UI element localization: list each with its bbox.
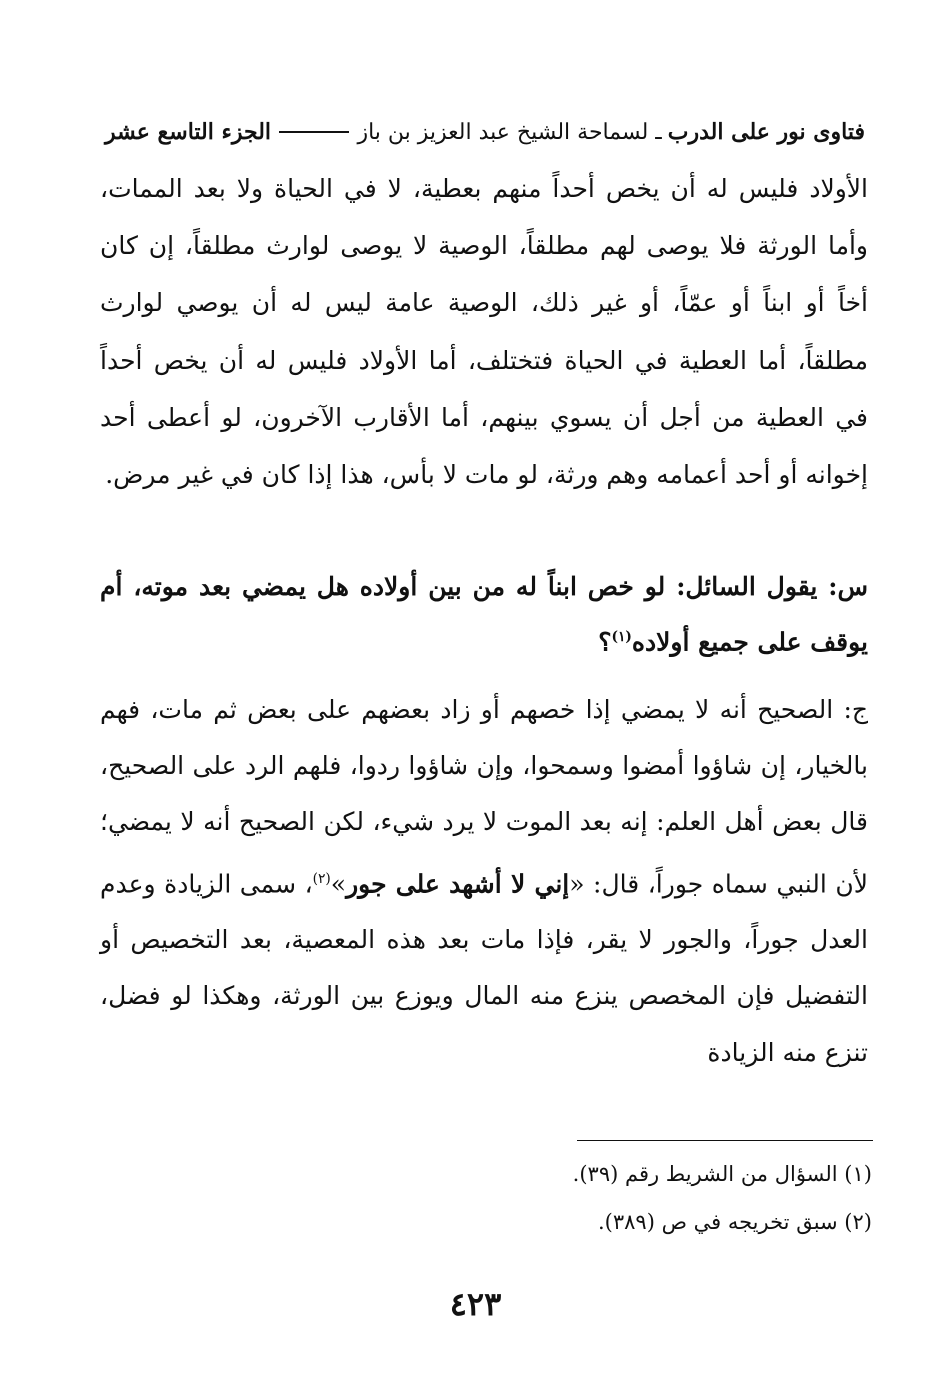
answer-text-end: ، سمى الزيادة وعدم العدل جوراً، والجور لا يقر، فإذا مات بعد هذه المعصية، بعد التخصيص أو التفضيل فإن المخصص ينزع منه المال ويوزع بين الورثة، وهكذا لو فضل، تنزع منه الزيادة: [100, 868, 868, 1067]
footnote-1: (١) السؤال من الشريط رقم (٣٩).: [572, 1162, 872, 1186]
question-mark: ؟: [598, 627, 612, 657]
footnote-separator: [577, 1140, 873, 1141]
page-number: ٤٢٣: [449, 1285, 502, 1323]
footnote-ref-1: (١): [611, 629, 632, 645]
answer-paragraph: [100, 682, 868, 1081]
author-name: ـ لسماحة الشيخ عبد العزيز بن باز: [357, 119, 662, 145]
question-paragraph: [100, 562, 868, 667]
paragraph-continuation: الأولاد فليس له أن يخص أحداً منهم بعطية، لا في الحياة ولا بعد الممات، وأما الورثة فلا يوصى لهم مطلقاً، الوصية لا يوصى لوارث مطلقاً، إن كان أخاً أو ابناً أو عمّاً، أو غير ذلك، الوصية عامة ليس له أن يوصي لوارث مطلقاً، أما العطية في الحياة فتختلف، أما الأولاد فليس له أن يخص أحداً في العطية من أجل أن يسوي بينهم، أما الأقارب الآخرون، لو أعطى أحد إخوانه أو أحد أعمامه وهم ورثة، لو مات لا بأس، هذا إذا كان في غير مرض.: [100, 174, 868, 490]
book-title: فتاوى نور على الدرب: [667, 119, 865, 145]
header-rule: [279, 131, 349, 133]
volume-label: الجزء التاسع عشر: [105, 119, 272, 145]
quote-close: »: [330, 868, 347, 898]
running-header: [105, 112, 865, 152]
footnote-2: (٢) سبق تخريجه في ص (٣٨٩).: [598, 1210, 872, 1234]
hadith-quote: إني لا أشهد على جور: [346, 868, 570, 898]
answer-text-start: ج: الصحيح أنه لا يمضي إذا خصهم أو زاد بعضهم على بعض ثم مات، فهم بالخيار، إن شاؤوا أمضوا وسمحوا، وإن شاؤوا ردوا، فلهم الرد على الصحيح، قال بعض أهل العلم: إنه بعد الموت لا يرد شيء، لكن الصحيح أنه لا يمضي؛ لأن النبي سماه جوراً، قال: «: [100, 695, 868, 898]
question-text: س: يقول السائل: لو خص ابناً له من بين أولاده هل يمضي بعد موته، أم يوقف على جميع أولاده: [100, 572, 868, 657]
footnote-ref-2: (٢): [312, 870, 331, 887]
